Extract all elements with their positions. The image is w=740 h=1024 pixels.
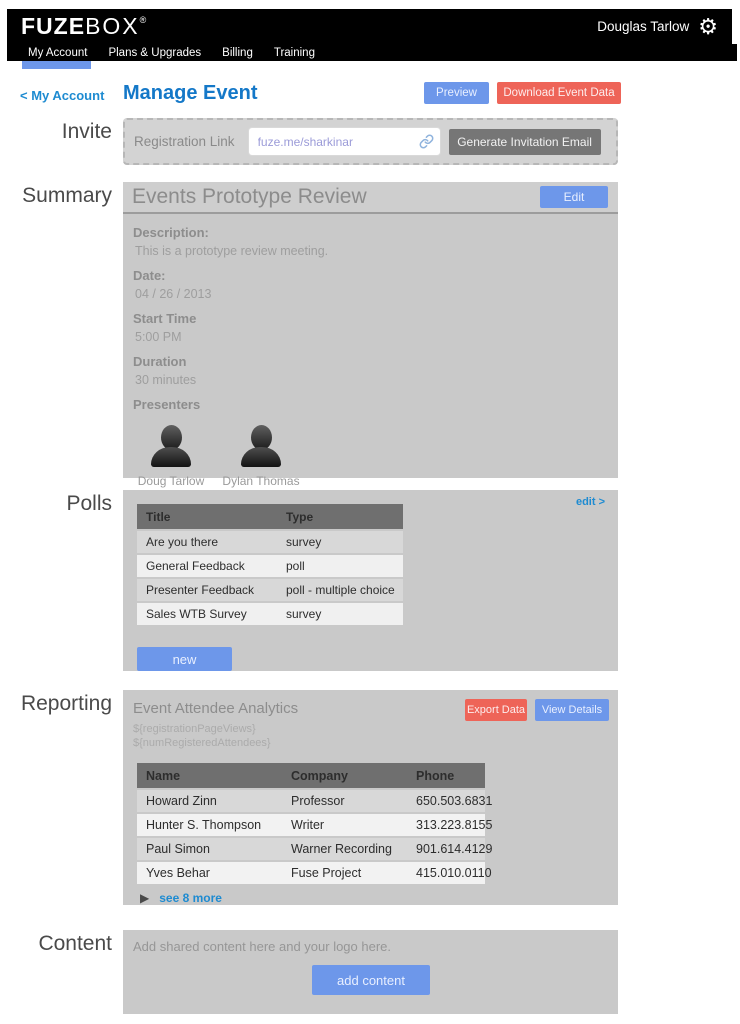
attendee-phone: 415.010.0110 [416, 866, 492, 880]
attendee-row[interactable] [137, 790, 493, 812]
summary-section-label: Summary [22, 184, 112, 207]
attendees-table-header [137, 763, 485, 788]
polls-table-row[interactable] [137, 579, 403, 601]
registration-page-views-var: ${registrationPageViews} [133, 723, 256, 735]
main-nav [7, 44, 737, 61]
poll-title: Sales WTB Survey [146, 607, 247, 621]
user-name: Douglas Tarlow [597, 19, 690, 34]
attendee-name: Howard Zinn [146, 794, 217, 808]
polls-edit-link[interactable]: edit > [575, 496, 605, 508]
top-header-bar [7, 9, 732, 44]
attendee-name: Paul Simon [146, 842, 210, 856]
invite-section-label: Invite [61, 120, 112, 143]
poll-title: General Feedback [146, 559, 245, 573]
see-more-link[interactable]: see 8 more [159, 891, 222, 905]
nav-item-plans-upgrades[interactable]: Plans & Upgrades [108, 46, 202, 59]
attendee-phone: 650.503.6831 [416, 794, 493, 808]
attendee-row[interactable] [137, 814, 493, 836]
poll-type: survey [286, 535, 322, 549]
new-poll-button[interactable]: new [137, 647, 232, 671]
polls-col-type: Type [286, 509, 314, 524]
date-label: Date: [133, 268, 166, 283]
person-avatar-icon [241, 425, 281, 471]
start-time-value: 5:00 PM [135, 330, 182, 344]
invite-panel [123, 118, 618, 165]
description-label: Description: [133, 225, 209, 240]
reporting-section [0, 690, 740, 905]
date-value: 04 / 26 / 2013 [135, 287, 212, 301]
num-registered-attendees-var: ${numRegisteredAttendees} [133, 737, 271, 749]
logo-registered-mark: ® [139, 15, 147, 25]
polls-table-row[interactable] [137, 531, 403, 553]
duration-value: 30 minutes [135, 373, 197, 387]
polls-table [137, 504, 403, 625]
poll-title: Are you there [146, 535, 219, 549]
description-value: This is a prototype review meeting. [135, 244, 329, 258]
attendee-company: Professor [291, 794, 345, 808]
person-avatar-icon [151, 425, 191, 471]
nav-item-training[interactable]: Training [273, 46, 315, 59]
attendee-phone: 901.614.4129 [416, 842, 493, 856]
summary-section [0, 182, 740, 488]
logo-box: BOX [85, 13, 140, 39]
polls-section [0, 490, 740, 671]
content-section [0, 930, 740, 1014]
attendees-col-name: Name [146, 768, 181, 783]
view-details-button[interactable]: View Details [535, 699, 609, 721]
attendee-company: Warner Recording [291, 842, 392, 856]
nav-item-billing[interactable]: Billing [222, 46, 253, 59]
attendees-col-company: Company [291, 768, 348, 783]
analytics-title: Event Attendee Analytics [133, 700, 299, 717]
page-title: Manage Event [123, 82, 258, 104]
attendees-table [137, 763, 493, 884]
reporting-panel [123, 690, 618, 905]
registration-link-label: Registration Link [134, 134, 235, 149]
download-event-data-button[interactable]: Download Event Data [497, 82, 621, 104]
polls-section-label: Polls [66, 492, 112, 515]
gear-icon[interactable]: ⚙ [698, 13, 718, 39]
content-section-label: Content [38, 932, 112, 955]
polls-table-header [137, 504, 403, 529]
attendee-company: Fuse Project [291, 866, 362, 880]
content-panel [123, 930, 618, 1014]
presenter-name: Doug Tarlow [137, 474, 205, 488]
polls-panel [123, 490, 618, 671]
expand-triangle-icon[interactable]: ▶ [140, 891, 150, 905]
summary-panel [123, 182, 618, 488]
attendee-phone: 313.223.8155 [416, 818, 493, 832]
summary-title-bar [123, 182, 618, 214]
content-placeholder-text: Add shared content here and your logo here. [133, 939, 392, 954]
presenters-label: Presenters [133, 397, 201, 412]
back-to-my-account-link[interactable]: < My Account [20, 88, 105, 103]
polls-table-row[interactable] [137, 603, 403, 625]
user-area [597, 13, 718, 39]
logo-fuze: FUZE [21, 13, 86, 39]
poll-type: survey [286, 607, 322, 621]
edit-button[interactable]: Edit [540, 186, 608, 208]
invite-section [0, 118, 740, 165]
polls-col-title: Title [146, 509, 171, 524]
attendee-name: Hunter S. Thompson [146, 818, 262, 832]
add-content-button[interactable]: add content [312, 965, 430, 995]
export-data-button[interactable]: Export Data [465, 699, 527, 721]
preview-button[interactable]: Preview [424, 82, 489, 104]
poll-type: poll [286, 559, 305, 573]
event-title: Events Prototype Review [132, 185, 367, 208]
polls-table-row[interactable] [137, 555, 403, 577]
fuzebox-logo [21, 13, 147, 40]
attendee-row[interactable] [137, 862, 492, 884]
active-tab-indicator [22, 61, 91, 69]
poll-title: Presenter Feedback [146, 583, 255, 597]
attendees-col-phone: Phone [416, 768, 455, 783]
generate-invitation-email-button[interactable]: Generate Invitation Email [449, 129, 601, 155]
registration-link-input-wrap [248, 127, 441, 156]
start-time-label: Start Time [133, 311, 197, 326]
reporting-section-label: Reporting [20, 692, 112, 715]
link-icon [419, 134, 434, 149]
see-more-row [140, 891, 618, 905]
attendee-row[interactable] [137, 838, 493, 860]
summary-body [123, 214, 618, 501]
presenter-name: Dylan Thomas [222, 474, 300, 488]
nav-item-my-account[interactable]: My Account [28, 46, 88, 59]
registration-link-input[interactable] [248, 127, 441, 156]
attendee-company: Writer [291, 818, 325, 832]
duration-label: Duration [133, 354, 187, 369]
poll-type: poll - multiple choice [286, 583, 395, 597]
attendee-name: Yves Behar [146, 866, 210, 880]
